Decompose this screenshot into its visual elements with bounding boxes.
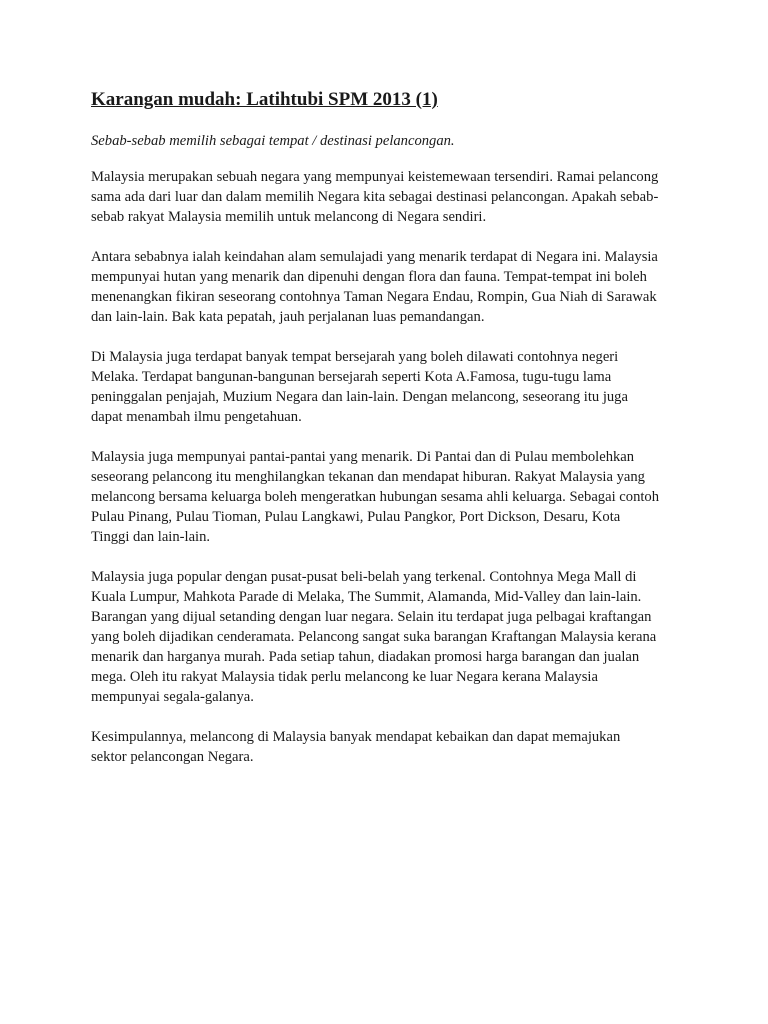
paragraph-line: sebab rakyat Malaysia memilih untuk melancong di Negara sendiri. [91,209,487,225]
paragraph-line: menarik dan harganya murah. Pada setiap tahun, diadakan promosi harga barangan dan jualan [91,649,640,665]
paragraph-line: Barangan yang dijual setanding dengan luar negara. Selain itu terdapat juga pelbagai kraftangan [91,609,652,625]
document-subtitle: Sebab-sebab memilih sebagai tempat / destinasi pelancongan. [91,133,455,149]
paragraph-line: peninggalan penjajah, Muzium Negara dan lain-lain. Dengan melancong, seseorang itu juga [91,389,628,405]
paragraph-line: mempunyai hutan yang menarik dan dipenuhi dengan flora dan fauna. Tempat-tempat ini boleh [91,269,647,285]
paragraph-line: Kesimpulannya, melancong di Malaysia banyak mendapat kebaikan dan dapat memajukan [91,729,621,745]
paragraph-line: mempunyai segala-galanya. [91,689,254,705]
paragraph-line: sektor pelancongan Negara. [91,749,254,765]
document-title: Karangan mudah: Latihtubi SPM 2013 (1) [91,89,438,110]
paragraph-line: Di Malaysia juga terdapat banyak tempat bersejarah yang boleh dilawati contohnya negeri [91,349,619,365]
paragraph-line: Malaysia juga popular dengan pusat-pusat beli-belah yang terkenal. Contohnya Mega Mall di [91,569,637,585]
paragraph-history [91,347,688,427]
paragraph-line: Tinggi dan lain-lain. [91,529,211,545]
paragraph-line: mega. Oleh itu rakyat Malaysia tidak perlu melancong ke luar Negara kerana Malaysia [91,669,598,685]
paragraph-line: Kuala Lumpur, Mahkota Parade di Melaka, The Summit, Alamanda, Mid-Valley dan lain-lain. [91,589,642,605]
paragraph-line: Pulau Pinang, Pulau Tioman, Pulau Langkawi, Pulau Pangkor, Port Dickson, Desaru, Kota [91,509,621,525]
paragraph-line: sama ada dari luar dan dalam memilih Negara kita sebagai destinasi pelancongan. Apakah sebab- [91,189,659,205]
paragraph-line: Antara sebabnya ialah keindahan alam semulajadi yang menarik terdapat di Negara ini. Malaysia [91,249,658,265]
paragraph-line: Malaysia juga mempunyai pantai-pantai yang menarik. Di Pantai dan di Pulau membolehkan [91,449,635,465]
paragraph-nature [91,247,688,327]
paragraph-line: dapat menambah ilmu pengetahuan. [91,409,302,425]
paragraph-beaches [91,447,688,547]
paragraph-intro [91,167,688,227]
paragraph-line: Malaysia merupakan sebuah negara yang mempunyai keistemewaan tersendiri. Ramai pelancong [91,169,659,185]
paragraph-shopping [91,567,688,707]
paragraph-conclusion [91,727,688,767]
paragraph-line: Melaka. Terdapat bangunan-bangunan bersejarah seperti Kota A.Famosa, tugu-tugu lama [91,369,612,385]
paragraph-line: seseorang pelancong itu menghilangkan tekanan dan mendapat hiburan. Rakyat Malaysia yang [91,469,645,485]
paragraph-line: dan lain-lain. Bak kata pepatah, jauh perjalanan luas pemandangan. [91,309,485,325]
paragraph-line: yang boleh dijadikan cenderamata. Pelancong sangat suka barangan Kraftangan Malaysia kerana [91,629,657,645]
paragraph-line: menenangkan fikiran seseorang contohnya Taman Negara Endau, Rompin, Gua Niah di Sarawak [91,289,657,305]
paragraph-line: melancong bersama keluarga boleh mengeratkan hubungan sesama ahli keluarga. Sebagai contoh [91,489,660,505]
